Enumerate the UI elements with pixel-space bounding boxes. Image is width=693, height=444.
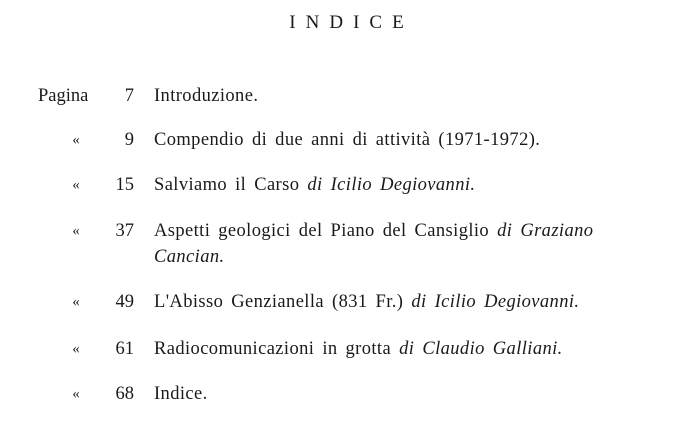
entry-ditto-mark: « [72,294,80,310]
entry-title: Salviamo il Carso [154,175,308,195]
entry-page-number: 15 [115,175,134,195]
entry-ditto-mark: « [72,386,80,402]
entry-author: di Icilio Degiovanni. [307,175,476,195]
entry-author: di Claudio Galliani. [399,339,563,359]
entry-page-number: 37 [115,221,134,241]
entry-title: Introduzione. [154,86,259,106]
entry-title: Radiocomunicazioni in grotta [154,339,400,359]
entry-ditto-mark: « [72,341,80,357]
entry-title: L'Abisso Genzianella (831 Fr.) [154,292,412,312]
entry-text [154,336,669,362]
entry-page-number: 61 [115,339,134,359]
entry-title: Indice. [154,384,208,404]
entry-text [154,218,669,270]
entry-page-number: 68 [115,384,134,404]
entry-ditto-mark: « [72,177,80,193]
entry-title: Aspetti geologici del Piano del Cansiglio [154,221,498,241]
entry-author: di Icilio Degiovanni. [411,292,580,312]
page-title: INDICE [289,12,414,33]
entry-ditto-mark: « [72,223,80,239]
entry-ditto-mark: « [72,132,80,148]
entry-text [154,172,669,198]
entry-page-number: 7 [124,86,134,106]
entry-title: Compendio di due anni di attività (1971-1972). [154,130,541,150]
entry-text [154,127,669,153]
entry-page-number: 9 [124,130,134,150]
entry-text [154,289,669,315]
entry-author: di Graziano Cancian. [154,221,594,267]
entry-text [154,83,669,109]
entry-prefix: Pagina [38,86,89,106]
entry-page-number: 49 [115,292,134,312]
entry-text [154,381,669,407]
